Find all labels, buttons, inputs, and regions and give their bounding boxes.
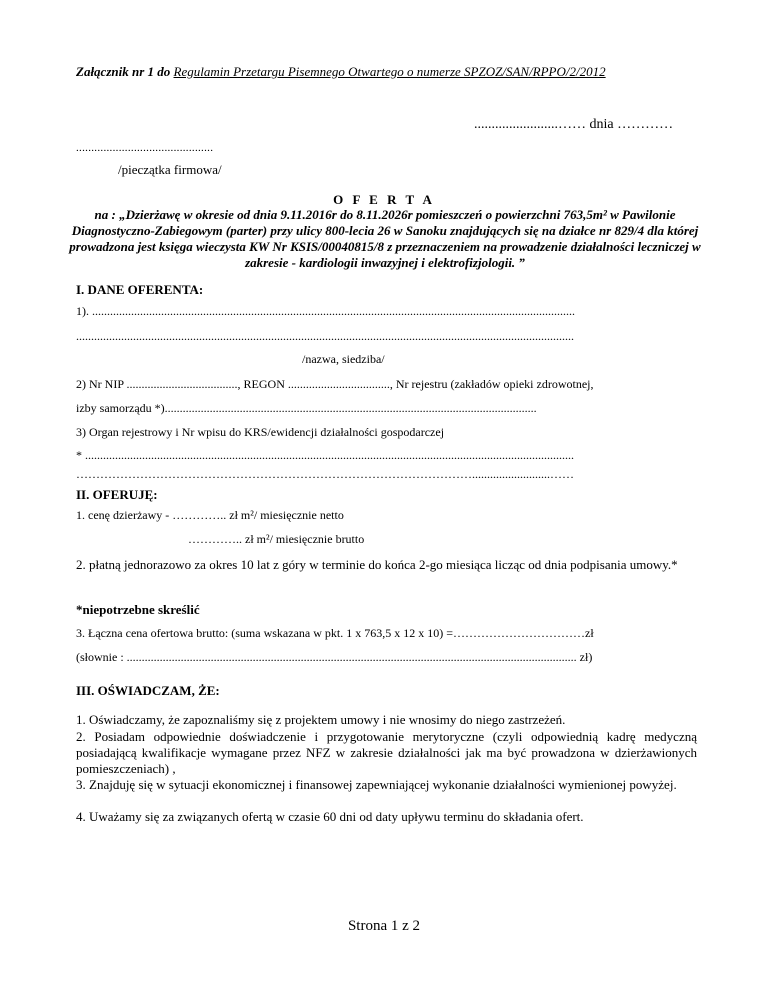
- name-label: /nazwa, siedziba/: [302, 352, 385, 366]
- offeror-line-2: ......................................................................................................................................................................: [76, 329, 574, 343]
- offeror-line-1: 1). .................................................................................................................................................................: [76, 304, 575, 318]
- offer-subject: [60, 207, 710, 271]
- stamp-label: /pieczątka firmowa/: [118, 162, 222, 177]
- offer-subject-text: „Dzierżawę w okresie od dnia 9.11.2016r do 8.11.2026r pomieszczeń o powierzchni 763,5m² w Pawilonie Diagnostyczno-Zabiegowym (parter) przy ulicy 800-lecia 26 w Sanoku znajdujących się na działce nr 829/4 dla której prowadzona jest księga wieczysta KW Nr KSIS/00040815/8 z przeznaczeniem na prowadzenie działalności leczniczej w zakresie - kardiologii inwazyjnej i elektrofizjologii. ”: [69, 207, 701, 270]
- declaration-2: 2. Posiadam odpowiednie doświadczenie i przygotowanie merytoryczne (czyli odpowiednią kadrę medyczną posiadającą kwalifikacje wymagane przez NFZ w zakresie działalności jak ma być prowadzona w dzierżawionych pomieszczeniach) ,: [76, 729, 697, 776]
- declaration-3: 3. Znajduję się w sytuacji ekonomicznej i finansowej zapewniającej wykonanie działalności wymienionej powyżej.: [76, 777, 677, 792]
- star-line: * ...................................................................................................................................................................: [76, 448, 574, 462]
- declaration-4: 4. Uważamy się za związanych ofertą w czasie 60 dni od daty upływu terminu do składania ofert.: [76, 809, 584, 824]
- offer-subject-prefix: na :: [94, 207, 120, 222]
- header-reference: Regulamin Przetargu Pisemnego Otwartego o numerze SPZOZ/SAN/RPPO/2/2012: [173, 64, 606, 79]
- section1-title: I. DANE OFERENTA:: [76, 282, 204, 297]
- header-prefix: Załącznik nr 1 do: [76, 64, 171, 79]
- document-header: [76, 64, 606, 80]
- declaration-1: 1. Oświadczamy, że zapoznaliśmy się z projektem umowy i nie wnosimy do niego zastrzeżeń.: [76, 712, 566, 727]
- payment-terms: 2. płatną jednorazowo za okres 10 lat z góry w terminie do końca 2-go miesiąca licząc od dnia podpisania umowy.*: [76, 557, 678, 572]
- stamp-dots: .............................................: [76, 142, 214, 154]
- price-netto: 1. cenę dzierżawy - ………….. zł m²/ miesięcznie netto: [76, 508, 344, 522]
- nip-line: 2) Nr NIP ....................................., REGON .................................., Nr rejestru (zakładów opieki zdrowotnej,: [76, 377, 594, 391]
- page-number: Strona 1 z 2: [347, 918, 421, 934]
- section3-title: III. OŚWIADCZAM, ŻE:: [76, 683, 220, 698]
- total-price: 3. Łączna cena ofertowa brutto: (suma wskazana w pkt. 1 x 763,5 x 12 x 10) =……………………………zł: [76, 626, 594, 640]
- date-line: ........................…… dnia …………: [474, 117, 674, 132]
- offer-title: O F E R T A: [333, 192, 435, 207]
- section2-title: II. OFERUJĘ:: [76, 487, 158, 502]
- organ-line: 3) Organ rejestrowy i Nr wpisu do KRS/ewidencji działalności gospodarczej: [76, 425, 445, 439]
- dotted-line: ………………………………………………………………………………………..........................……: [76, 467, 574, 481]
- price-brutto: ………….. zł m²/ miesięcznie brutto: [188, 532, 365, 546]
- total-words: (słownie : ...................................................................................................................................................... zł): [76, 650, 593, 664]
- izby-line: izby samorządu *)............................................................................................................................: [76, 401, 537, 415]
- strike-note: *niepotrzebne skreślić: [76, 602, 200, 617]
